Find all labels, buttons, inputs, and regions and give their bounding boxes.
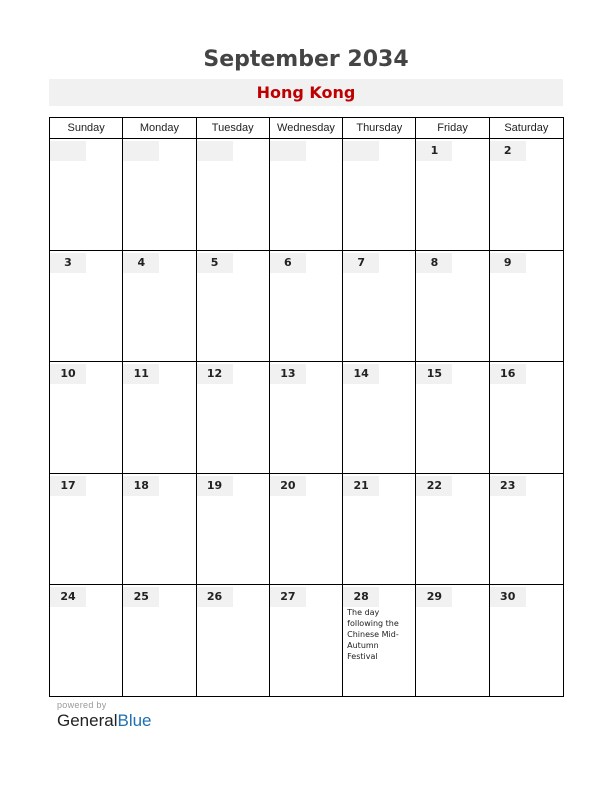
brand-general: General (57, 711, 118, 730)
day-number: 5 (197, 253, 233, 273)
week-row-3 (50, 362, 563, 474)
day-cell-30 (490, 585, 563, 697)
day-number: 15 (416, 364, 452, 384)
day-cell-20 (270, 474, 343, 585)
day-cell-23 (490, 474, 563, 585)
weekday-thursday: Thursday (343, 118, 416, 138)
day-number: 25 (123, 587, 159, 607)
brand-logo[interactable] (57, 711, 152, 731)
day-cell-18 (123, 474, 196, 585)
day-cell-16 (490, 362, 563, 473)
day-number: 18 (123, 476, 159, 496)
day-number: 3 (50, 253, 86, 273)
day-cell-7 (343, 251, 416, 362)
day-cell-17 (50, 474, 123, 585)
day-cell-26 (197, 585, 270, 697)
day-cell-empty (270, 139, 343, 250)
day-number: 26 (197, 587, 233, 607)
week-row-4 (50, 474, 563, 586)
day-cell-10 (50, 362, 123, 473)
week-row-2 (50, 251, 563, 363)
day-cell-2 (490, 139, 563, 250)
day-number: 4 (123, 253, 159, 273)
brand-blue: Blue (117, 711, 152, 730)
day-number (50, 141, 86, 161)
day-cell-19 (197, 474, 270, 585)
day-number: 2 (490, 141, 526, 161)
day-number: 28 (343, 587, 379, 607)
day-cell-13 (270, 362, 343, 473)
region-name: Hong Kong (256, 83, 356, 102)
weekday-monday: Monday (123, 118, 196, 138)
day-cell-29 (416, 585, 489, 697)
day-number: 19 (197, 476, 233, 496)
day-cell-empty (343, 139, 416, 250)
day-number: 27 (270, 587, 306, 607)
weekday-sunday: Sunday (50, 118, 123, 138)
day-number: 24 (50, 587, 86, 607)
day-number: 11 (123, 364, 159, 384)
day-cell-22 (416, 474, 489, 585)
weekday-saturday: Saturday (504, 122, 549, 134)
day-number: 1 (416, 141, 452, 161)
calendar-grid (49, 117, 564, 697)
weekday-wednesday: Wednesday (270, 118, 343, 138)
day-number: 23 (490, 476, 526, 496)
day-cell-14 (343, 362, 416, 473)
day-cell-3 (50, 251, 123, 362)
day-cell-empty (50, 139, 123, 250)
day-number: 8 (416, 253, 452, 273)
holiday-event-text: The day following the Chinese Mid-Autumn Festival (347, 608, 399, 662)
day-cell-28 (343, 585, 416, 697)
day-number (197, 141, 233, 161)
day-cell-1 (416, 139, 489, 250)
day-number: 22 (416, 476, 452, 496)
day-cell-4 (123, 251, 196, 362)
day-number: 7 (343, 253, 379, 273)
day-number: 16 (490, 364, 526, 384)
region-banner (49, 79, 563, 106)
day-number: 14 (343, 364, 379, 384)
day-cell-empty (197, 139, 270, 250)
week-row-1 (50, 139, 563, 251)
day-number (123, 141, 159, 161)
weekday-friday: Friday (416, 118, 489, 138)
day-number: 29 (416, 587, 452, 607)
day-cell-6 (270, 251, 343, 362)
day-number: 13 (270, 364, 306, 384)
day-number: 20 (270, 476, 306, 496)
day-cell-25 (123, 585, 196, 697)
day-number: 30 (490, 587, 526, 607)
day-number (343, 141, 379, 161)
day-cell-24 (50, 585, 123, 697)
day-cell-8 (416, 251, 489, 362)
day-number: 9 (490, 253, 526, 273)
day-cell-15 (416, 362, 489, 473)
day-cell-11 (123, 362, 196, 473)
day-number: 10 (50, 364, 86, 384)
day-cell-27 (270, 585, 343, 697)
day-number: 17 (50, 476, 86, 496)
calendar-title: September 2034 (203, 47, 409, 72)
powered-by-text: powered by (57, 700, 107, 710)
week-row-5 (50, 585, 563, 697)
day-number: 12 (197, 364, 233, 384)
day-cell-5 (197, 251, 270, 362)
day-cell-21 (343, 474, 416, 585)
weekday-header-row (50, 118, 563, 139)
day-number: 21 (343, 476, 379, 496)
day-number (270, 141, 306, 161)
weekday-tuesday: Tuesday (197, 118, 270, 138)
footer-branding (57, 700, 152, 731)
day-cell-empty (123, 139, 196, 250)
day-number: 6 (270, 253, 306, 273)
day-cell-12 (197, 362, 270, 473)
day-cell-9 (490, 251, 563, 362)
